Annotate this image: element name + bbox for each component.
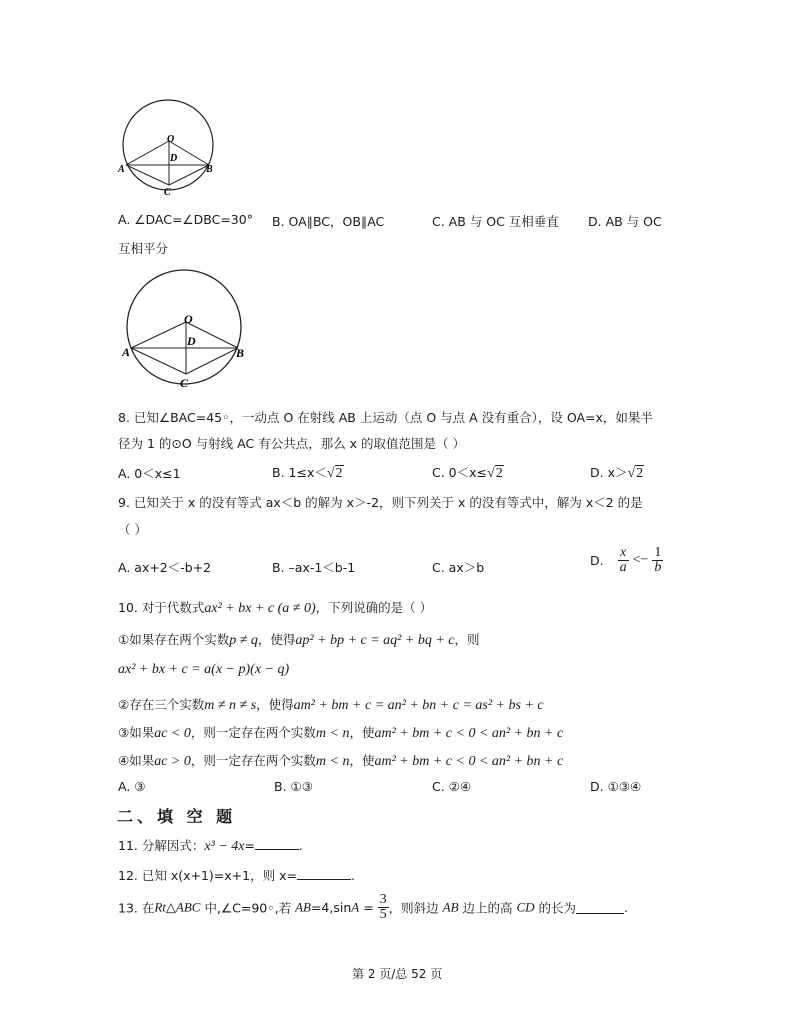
circle-figure-mid — [114, 265, 254, 395]
q10-statement-3: ③如果ac < 0，则一定存在两个实数m < n，使am² + bm + c < 0 < an² + bn + c — [118, 725, 564, 741]
q9-stem-line1: 9. 已知关于 x 的没有等式 ax＜b 的解为 x＞-2，则下列关于 x 的没有等式中，解为 x＜2 的是 — [118, 495, 643, 510]
label-d: D — [170, 153, 178, 164]
answer-blank[interactable] — [297, 867, 351, 880]
label-a: A — [122, 345, 131, 359]
fraction-3-over-5: $\frac{3}{5}$ — [379, 892, 387, 922]
fraction-1-over-b: $\frac{1}{b}$ — [654, 545, 662, 575]
q13: 13. 在Rt△ABC 中,∠C=90◦,若 AB=4,sinA = $\frac{3}{5}$ ，则斜边 AB 边上的高 CD 的长为 . — [118, 892, 628, 922]
answer-blank[interactable] — [255, 837, 299, 850]
label-c: C — [164, 187, 171, 198]
q10-option-c: C. ②④ — [432, 779, 472, 794]
circle-figure-top — [112, 92, 222, 200]
q9-stem-line2: （ ） — [118, 522, 147, 537]
q7-option-c: C. AB 与 OC 互相垂直 — [432, 214, 559, 229]
q7-option-a: A. ∠DAC=∠DBC=30° — [118, 212, 253, 227]
q9-option-c: C. ax＞b — [432, 560, 485, 575]
q8-option-d: D. x＞√2 — [590, 465, 644, 481]
label-a: A — [118, 164, 125, 175]
q8-stem-line2: 径为 1 的⊙O 与射线 AC 有公共点，那么 x 的取值范围是（ ） — [118, 436, 466, 451]
label-b: B — [206, 164, 213, 175]
q7-option-d: D. AB 与 OC — [588, 214, 662, 229]
q10-option-d: D. ①③④ — [590, 779, 642, 794]
label-c: C — [180, 376, 189, 390]
q9-option-a: A. ax+2＜-b+2 — [118, 560, 212, 575]
q8-option-b: B. 1≤x＜√2 — [272, 465, 343, 481]
label-b: B — [236, 346, 245, 360]
q7-option-d-continued: 互相平分 — [118, 241, 169, 256]
q11: 11. 分解因式：x³ − 4x= . — [118, 838, 303, 854]
q10-statement-2: ②存在三个实数m ≠ n ≠ s，使得am² + bm + c = an² + bn + c = as² + bs + c — [118, 697, 544, 713]
q10-option-a: A. ③ — [118, 779, 146, 794]
label-o: O — [184, 312, 193, 326]
q12: 12. 已知 x(x+1)=x+1，则 x= . — [118, 868, 355, 883]
sqrt-symbol: √2 — [487, 466, 503, 481]
q10-statement-1-line2: ax² + bx + c = a(x − p)(x − q) — [118, 662, 290, 677]
sqrt-symbol: √2 — [326, 466, 343, 481]
q8-option-a: A. 0＜x≤1 — [118, 466, 181, 481]
page-footer: 第 2 页/总 52 页 — [352, 967, 443, 981]
label-o: O — [167, 134, 175, 145]
q7-option-b: B. OA∥BC，OB∥AC — [272, 214, 385, 229]
sqrt-symbol: √2 — [627, 466, 644, 481]
q8-option-c: C. 0＜x≤√2 — [432, 465, 503, 481]
q10-statement-1: ①如果存在两个实数p ≠ q，使得ap² + bp + c = aq² + bq + c，则 — [118, 632, 480, 648]
fraction-x-over-a: $\frac{x}{a}$ — [619, 545, 627, 575]
answer-blank[interactable] — [576, 901, 624, 914]
q10-option-b: B. ①③ — [274, 779, 313, 794]
q9-option-d: D. $\frac{x}{a}$ <− $\frac{1}{b}$ — [590, 545, 662, 575]
q10-stem: 10. 对于代数式ax² + bx + c (a ≠ 0)，下列说确的是（ ） — [118, 600, 433, 616]
q9-option-b: B. –ax-1＜b-1 — [272, 560, 356, 575]
section-heading: 二、填 空 题 — [117, 807, 237, 826]
label-d: D — [187, 334, 196, 348]
q8-stem-line1: 8. 已知∠BAC=45◦，一动点 O 在射线 AB 上运动（点 O 与点 A 没有重合），设 OA=x，如果半 — [118, 410, 653, 425]
q10-statement-4: ④如果ac > 0，则一定存在两个实数m < n，使am² + bm + c < 0 < an² + bn + c — [118, 753, 564, 769]
